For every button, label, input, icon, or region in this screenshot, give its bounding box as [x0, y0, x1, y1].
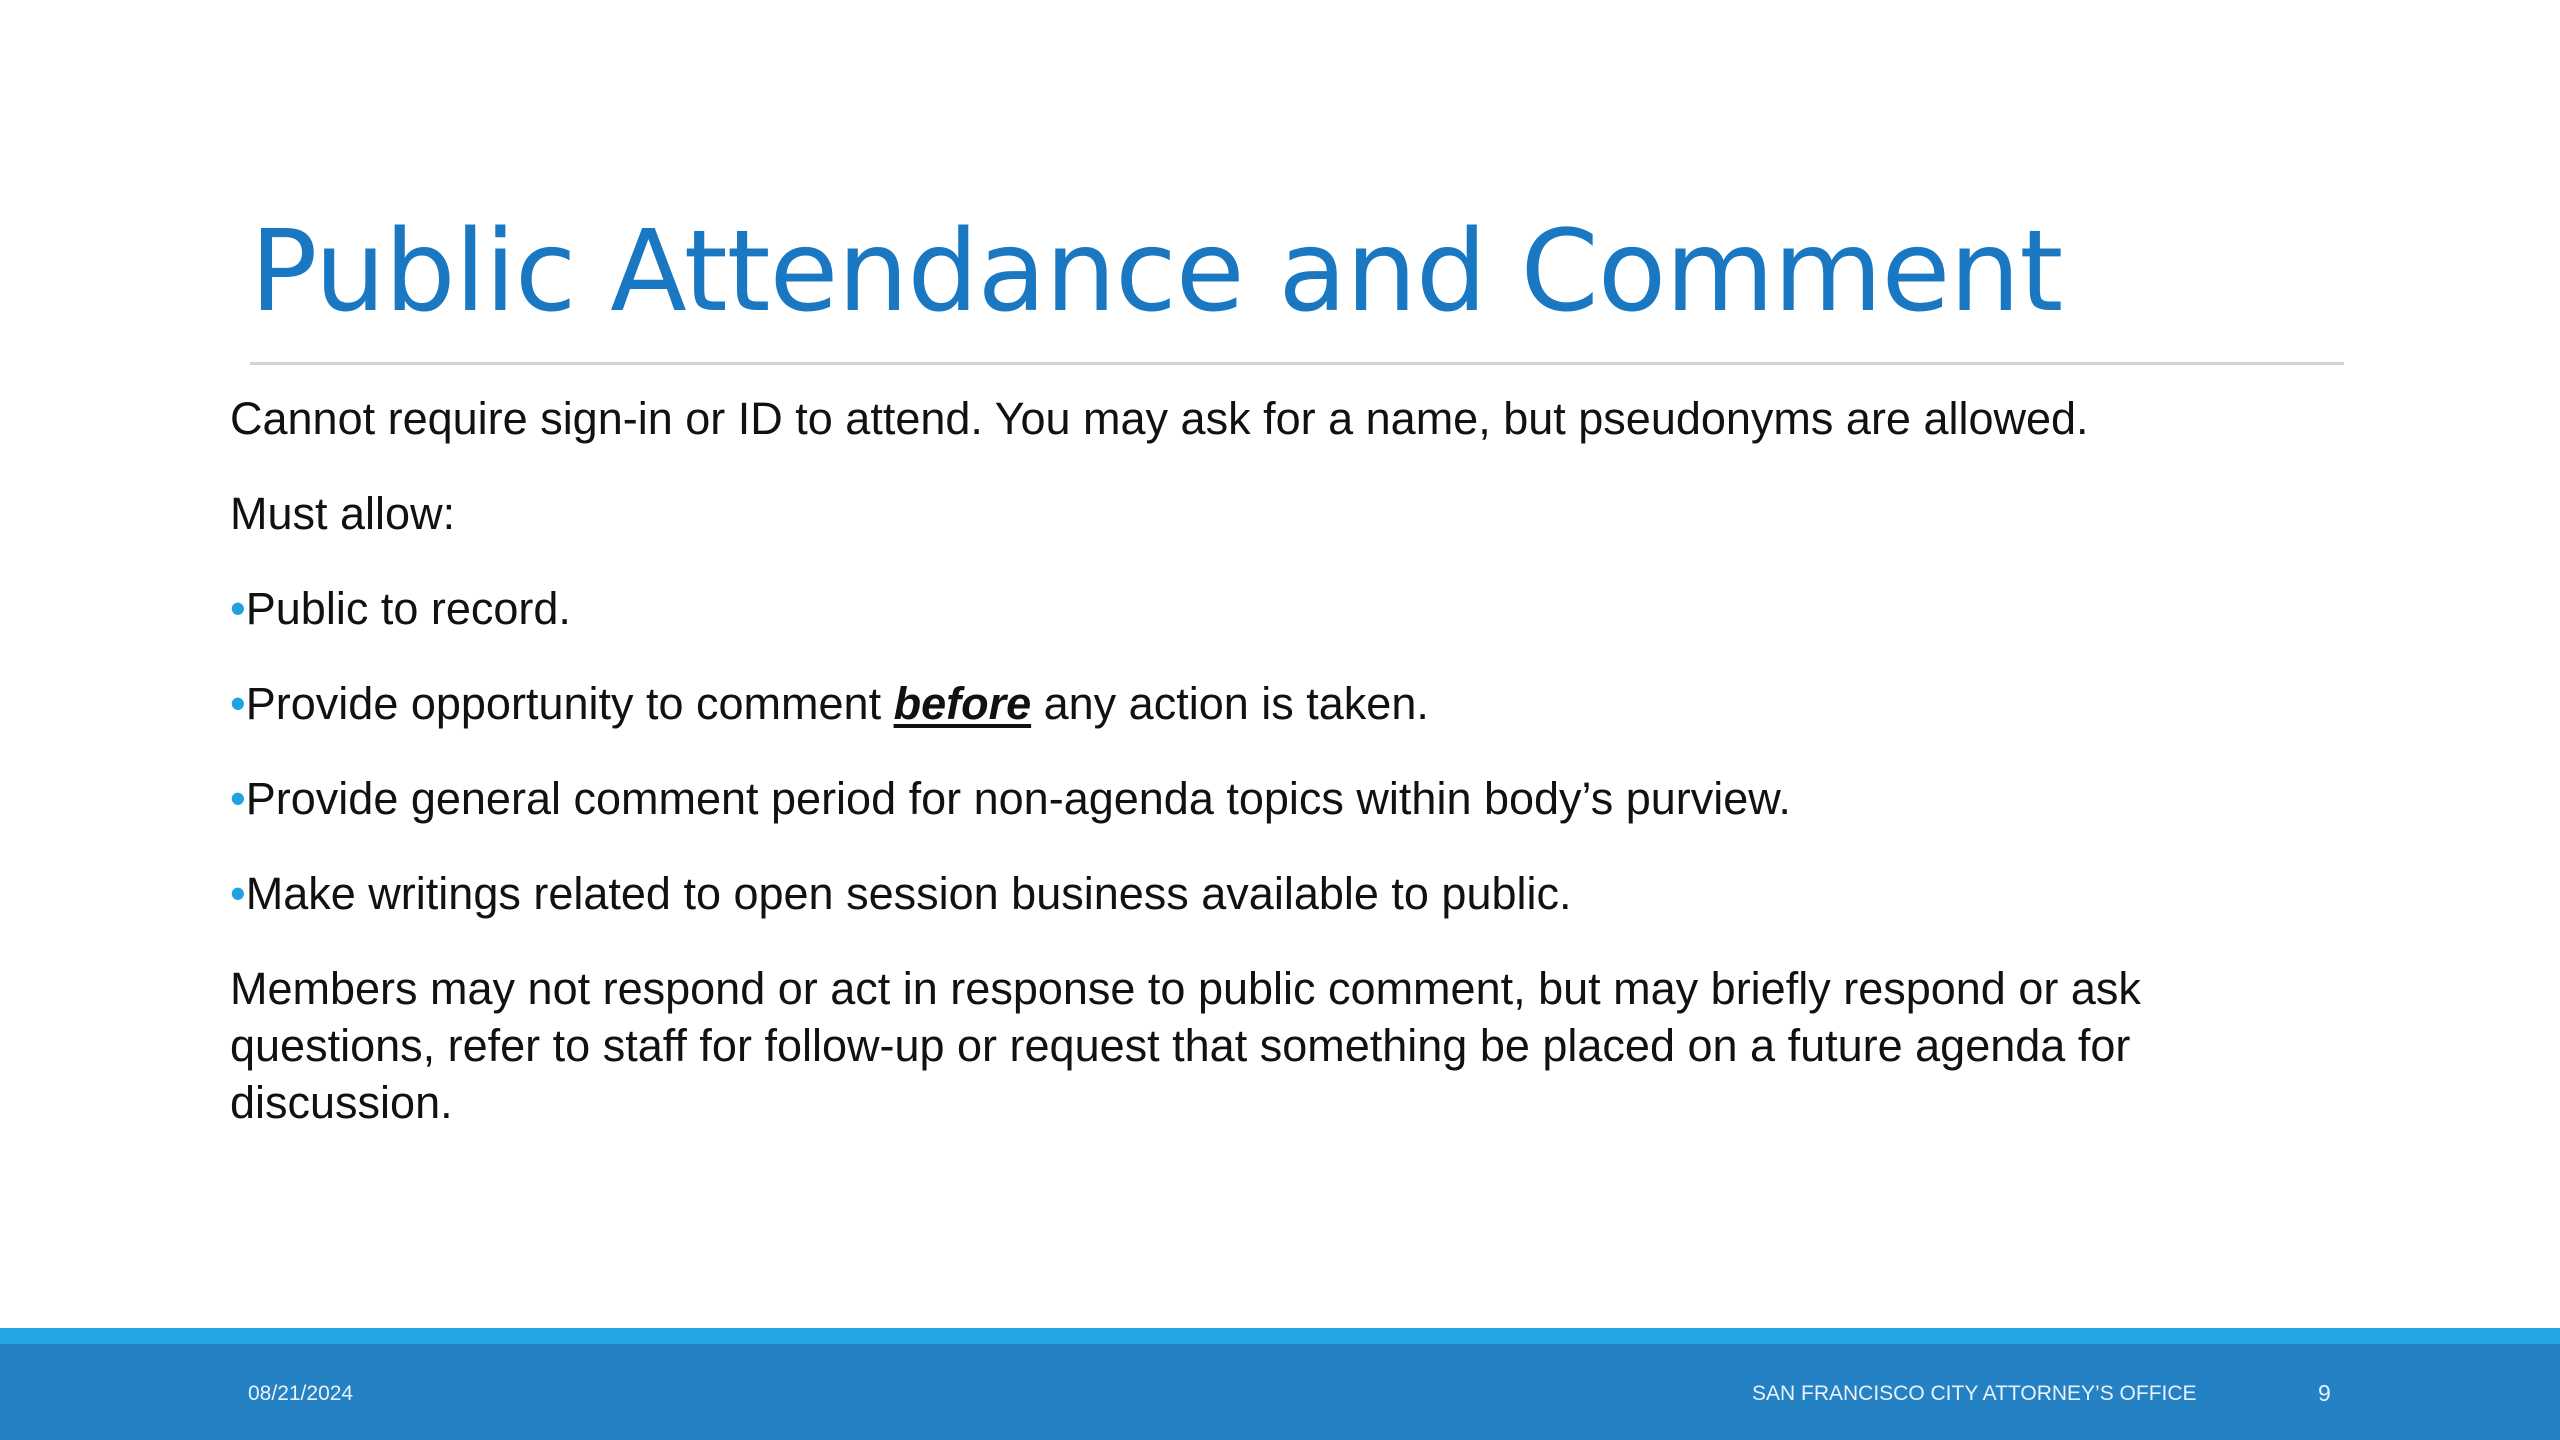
- bullet-record: [230, 580, 2350, 637]
- slide-title: Public Attendance and Comment: [250, 207, 2063, 337]
- bullet-writings: [230, 865, 2350, 922]
- members-note-paragraph: Members may not respond or act in response to public comment, but may briefly respond or ask questions, refer to staff for follow-up or request that something be placed on a future agenda for discussion.: [230, 963, 2141, 1128]
- bullet-record-text: Public to record.: [245, 583, 571, 634]
- bullet-comment-before-pre: Provide opportunity to comment: [245, 678, 894, 729]
- bullet-writings-text: Make writings related to open session business available to public.: [245, 868, 1572, 919]
- bullet-general-comment: [230, 770, 2350, 827]
- bullet-comment-before-post: any action is taken.: [1031, 678, 1429, 729]
- must-allow-label: Must allow:: [230, 488, 456, 539]
- footer-date: 08/21/2024: [248, 1382, 354, 1405]
- intro-paragraph: Cannot require sign-in or ID to attend. You may ask for a name, but pseudonyms are allowed.: [230, 393, 2089, 444]
- bullet-dot-icon: •: [230, 773, 246, 824]
- footer-office-name: SAN FRANCISCO CITY ATTORNEY’S OFFICE: [1752, 1382, 2197, 1405]
- bullet-dot-icon: •: [230, 868, 246, 919]
- footer-accent-stripe: [0, 1328, 2560, 1344]
- title-divider: [250, 362, 2344, 365]
- bullet-dot-icon: •: [230, 583, 246, 634]
- bullet-general-comment-text: Provide general comment period for non-agenda topics within body’s purview.: [245, 773, 1791, 824]
- bullet-dot-icon: •: [230, 678, 246, 729]
- footer-page-number: 9: [2318, 1380, 2331, 1406]
- bullet-comment-before: [230, 675, 2350, 732]
- bullet-comment-before-emphasis: before: [893, 678, 1032, 729]
- slide-body: [230, 390, 2350, 1169]
